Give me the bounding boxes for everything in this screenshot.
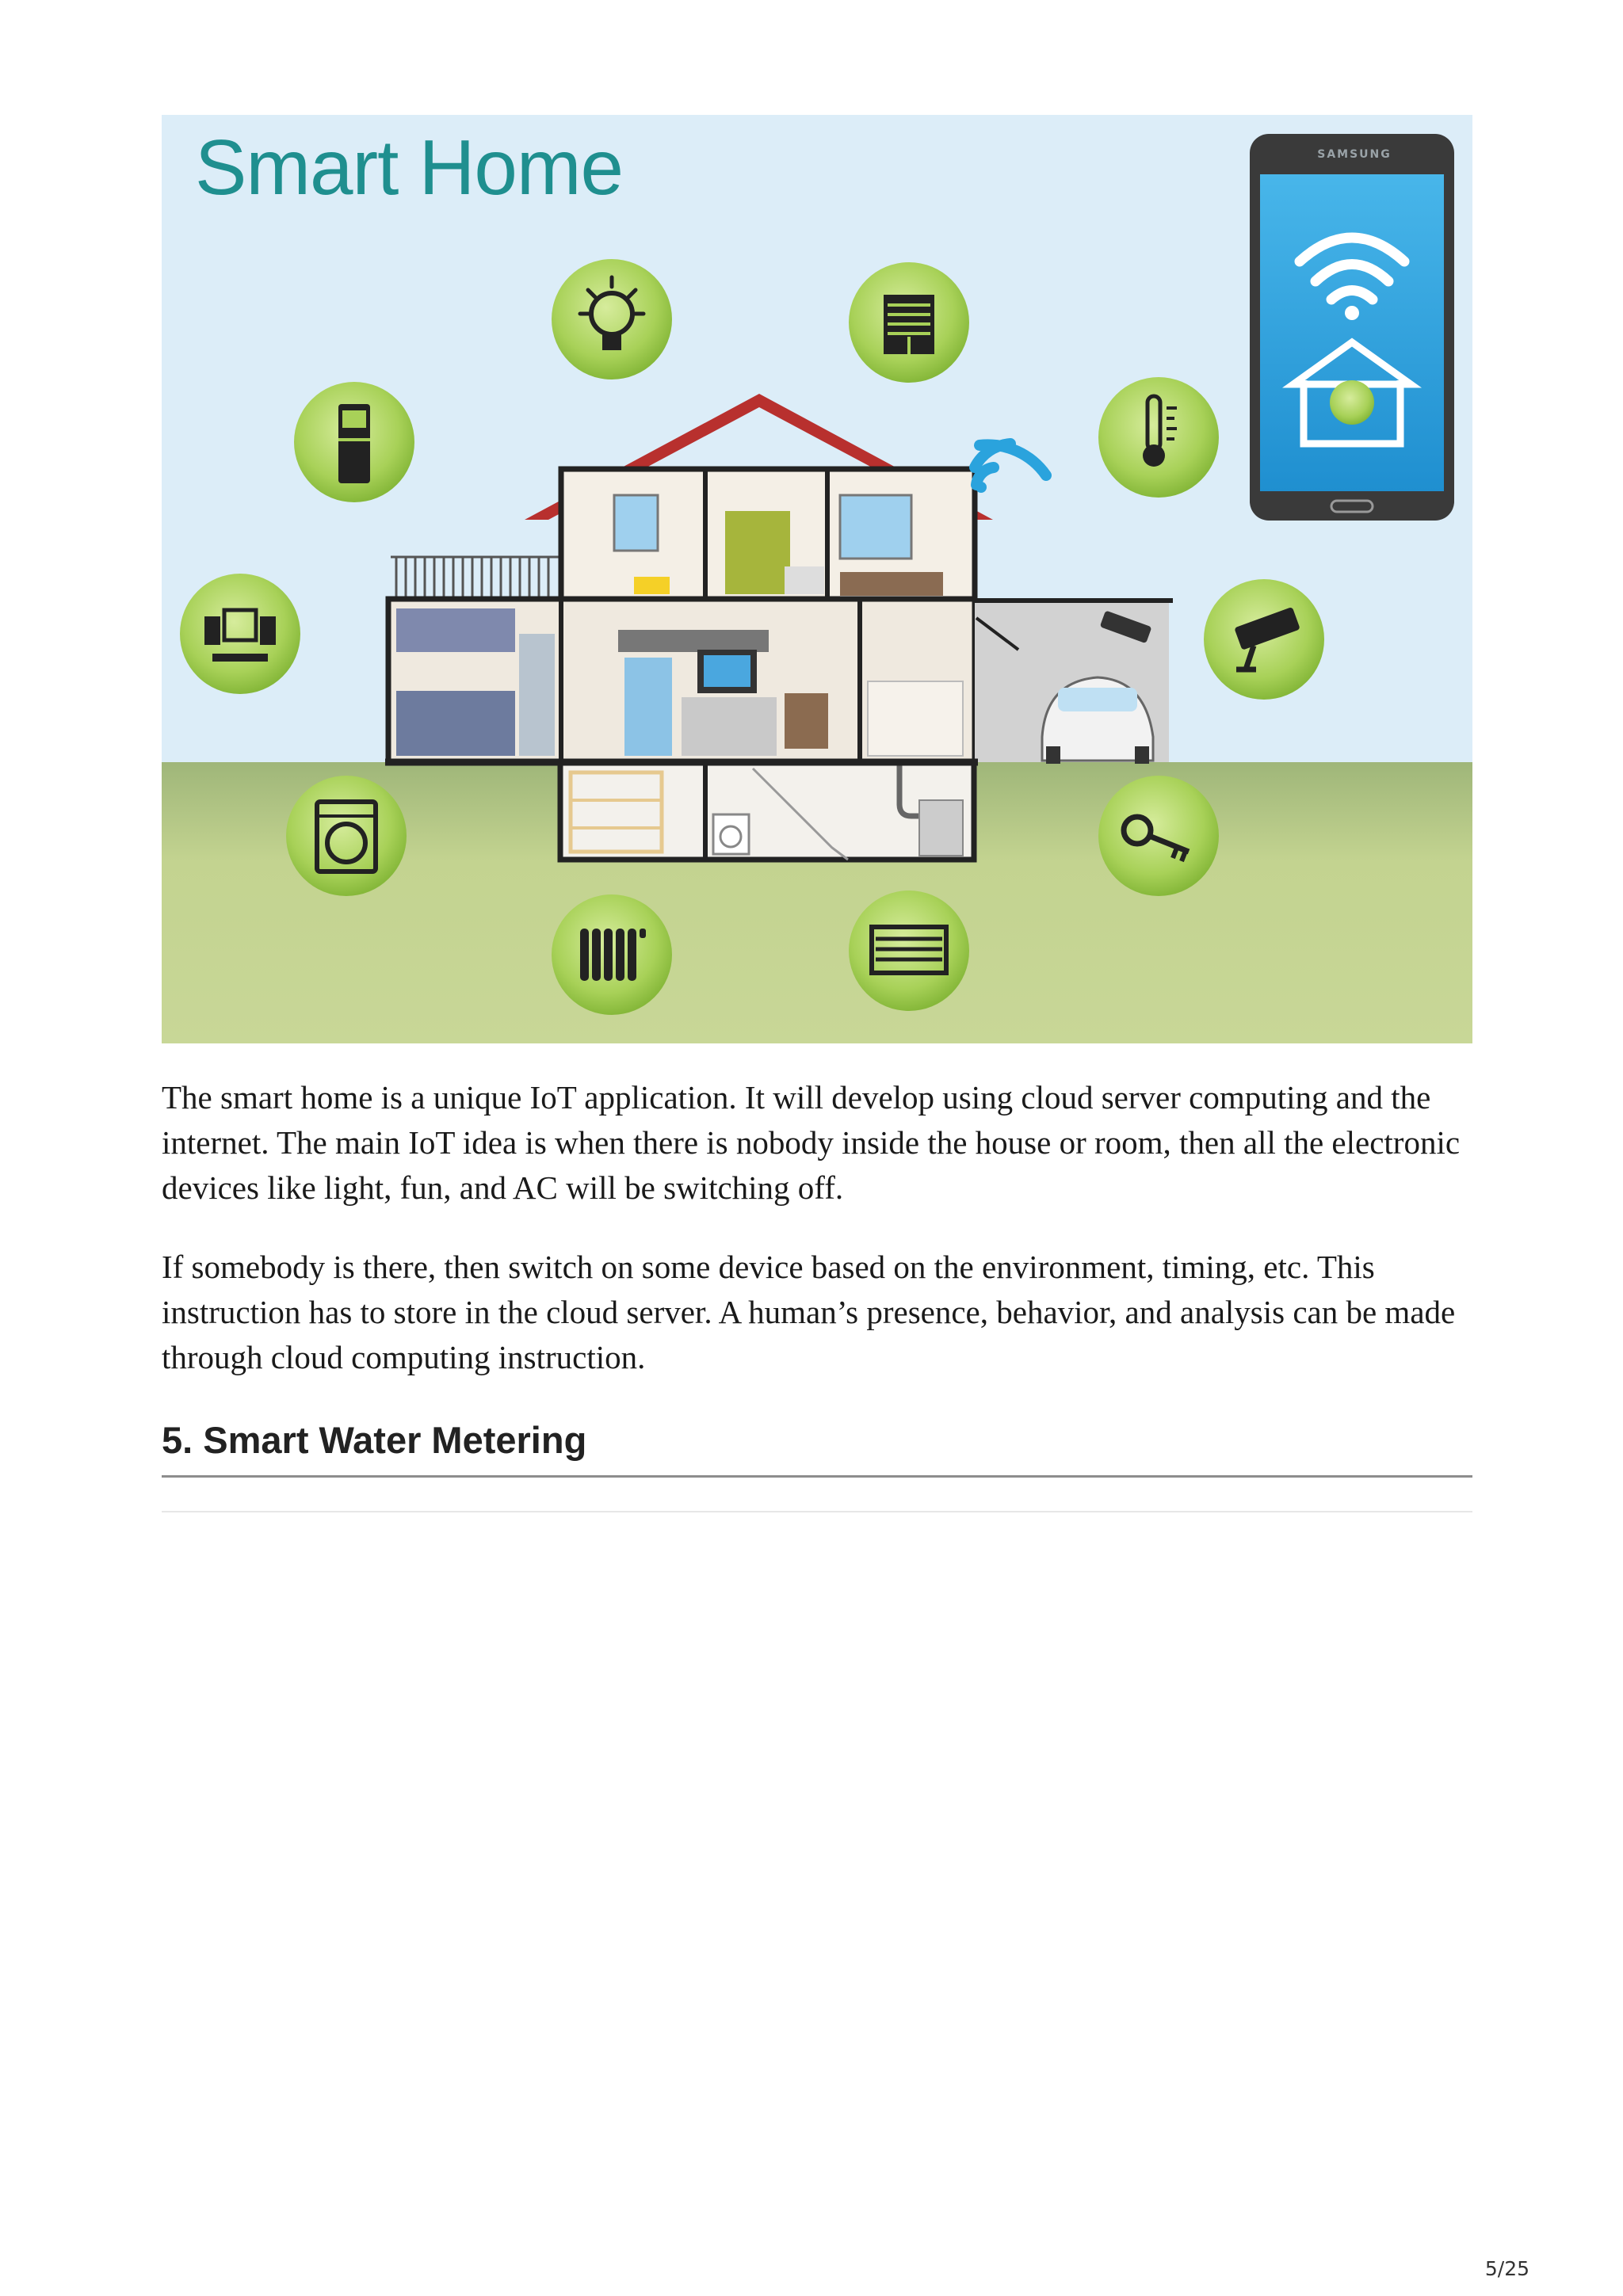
paragraph-smart-home-presence: If somebody is there, then switch on some device based on the environment, timing, etc. This instruction has to store in the cloud server. A human’s presence, behavior, and analysis can be made through cloud computing instruction. <box>162 1249 1456 1375</box>
thermometer-icon <box>1098 377 1219 498</box>
lightbulb-icon <box>552 259 672 379</box>
stereo-system-icon <box>180 574 300 694</box>
phone-brand-label: SAMSUNG <box>1317 148 1392 161</box>
fridge-icon <box>294 382 414 502</box>
paragraph-smart-home-intro: The smart home is a unique IoT application. It will develop using cloud server computing and the internet. The main IoT idea is when there is nobody inside the house or room, then all the electronic devices like light, fun, and AC will be switching off. <box>162 1079 1461 1206</box>
radiator-icon <box>552 894 672 1015</box>
smartphone <box>1250 134 1454 521</box>
garage-door-icon <box>849 891 969 1011</box>
heading-underline <box>162 1475 1472 1478</box>
page-number: 5/25 <box>1484 2257 1529 2280</box>
window-shutter-icon <box>849 262 969 383</box>
security-camera-icon <box>1204 579 1324 700</box>
washing-machine-icon <box>286 776 407 896</box>
illustration-title: Smart Home <box>195 124 624 211</box>
smart-home-illustration <box>162 115 1472 1043</box>
section-divider <box>162 1511 1472 1512</box>
section-heading: 5. Smart Water Metering <box>162 1419 587 1461</box>
key-icon <box>1098 776 1219 896</box>
